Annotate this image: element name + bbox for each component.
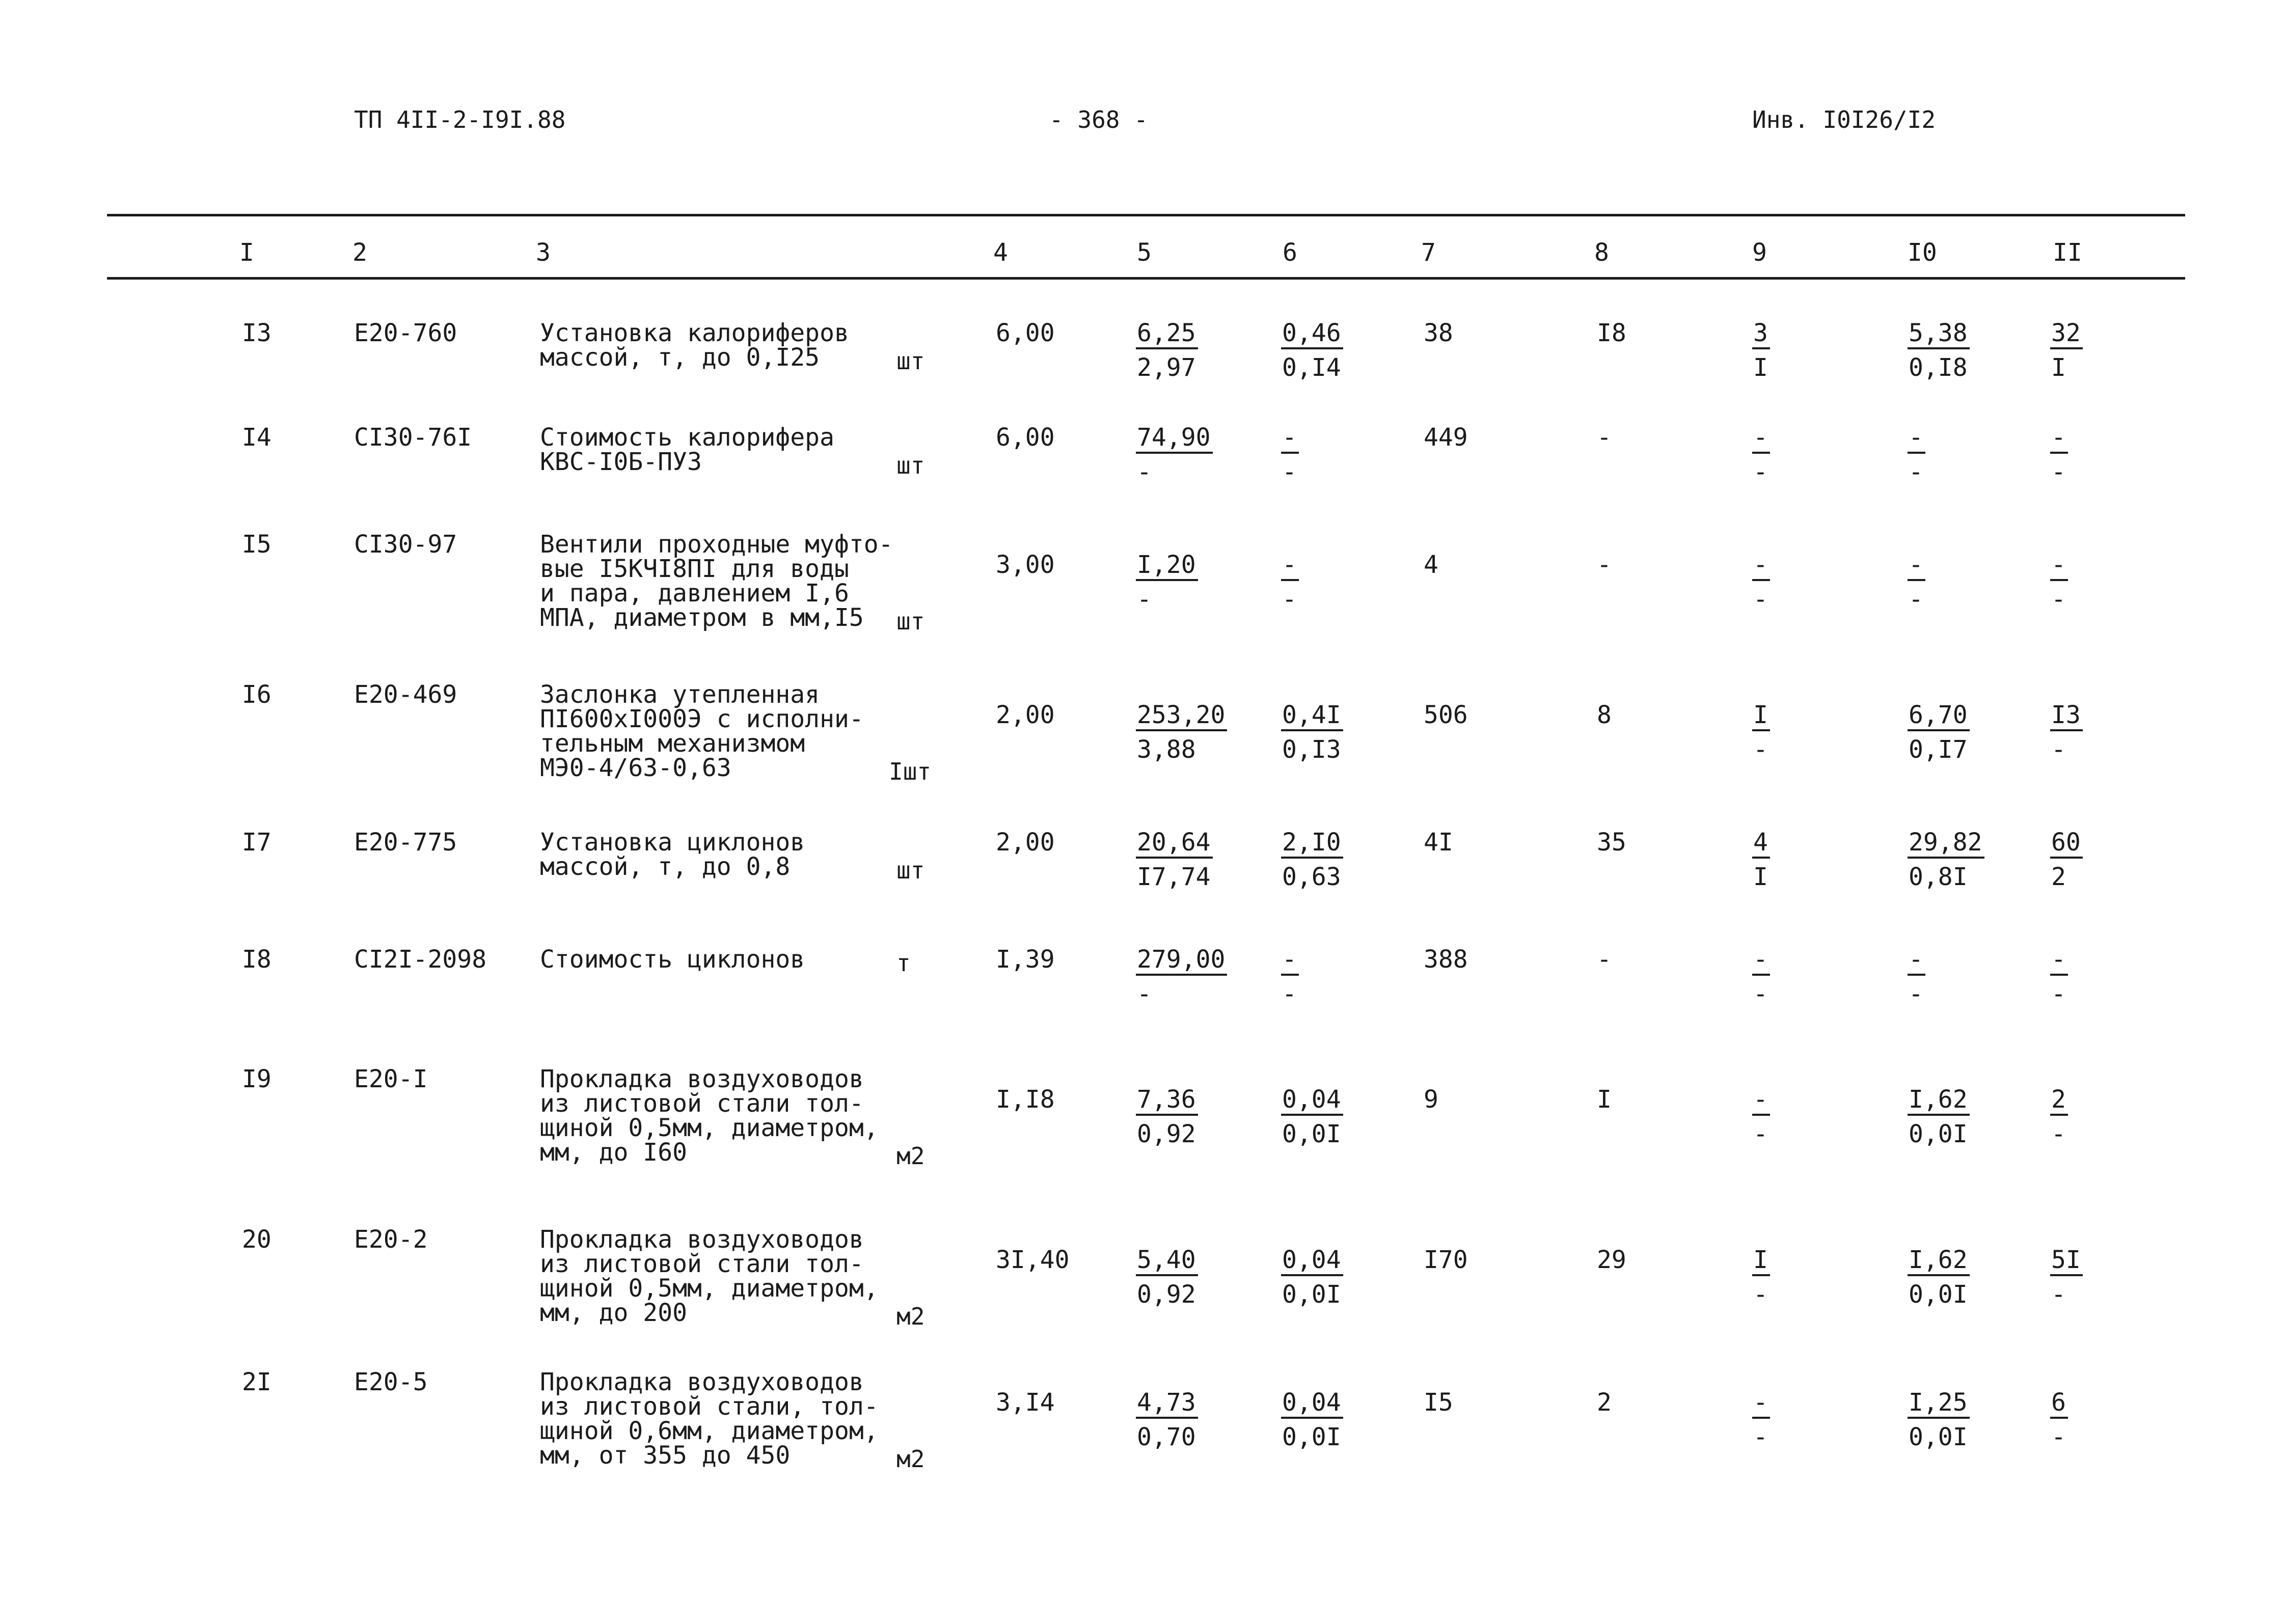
fraction-cell [1908, 1390, 1970, 1449]
fraction-denominator: - [1909, 585, 1923, 614]
fraction-cell [2050, 1248, 2083, 1307]
fraction-denominator: 0,92 [1137, 1120, 1196, 1148]
quantity: 3I,40 [996, 1246, 1070, 1274]
fraction-cell [1281, 947, 1299, 1006]
rate-code: СI30-76I [354, 423, 472, 452]
fraction-cell [1136, 1087, 1198, 1146]
fraction-denominator: I [1753, 353, 1768, 382]
fraction-numerator: 6 [2050, 1390, 2068, 1419]
fraction-numerator: - [2050, 947, 2068, 976]
labor-cost: 29 [1597, 1246, 1626, 1274]
fraction-numerator: - [2050, 553, 2068, 581]
quantity: 6,00 [996, 319, 1055, 347]
col-header: 8 [1594, 238, 1609, 267]
fraction-numerator: 74,90 [1136, 425, 1213, 454]
fraction-cell [2050, 703, 2083, 762]
fraction-numerator: 0,04 [1281, 1087, 1343, 1116]
work-description: Прокладка воздуховодов из листовой стали тол- щиной 0,5мм, диаметром, мм, до 200 [540, 1225, 879, 1327]
fraction-denominator: 0,92 [1137, 1280, 1196, 1309]
fraction-denominator: 0,I7 [1909, 735, 1968, 764]
unit-of-measure: м2 [896, 1142, 925, 1170]
fraction-denominator: 0,0I [1909, 1280, 1968, 1309]
rate-code: СI2I-2098 [354, 945, 487, 974]
col-header: 6 [1283, 238, 1297, 267]
fraction-cell [1136, 947, 1227, 1006]
fraction-cell [1752, 321, 1770, 380]
rate-code: Е20-2 [354, 1225, 428, 1254]
col-header: II [2053, 238, 2082, 267]
fraction-denominator: - [1282, 458, 1297, 486]
fraction-cell [1136, 830, 1213, 889]
fraction-denominator: - [1909, 458, 1923, 486]
fraction-denominator: - [1753, 1120, 1768, 1148]
total-cost: 449 [1424, 423, 1468, 452]
unit-of-measure: м2 [896, 1445, 925, 1473]
unit-of-measure: шт [896, 608, 925, 635]
work-description: Заслонка утепленная ПI600хI000Э с исполни- тельным механизмом МЭ0-4/63-0,63 [540, 680, 864, 782]
fraction-numerator: - [1908, 425, 1925, 454]
fraction-numerator: - [1908, 553, 1925, 581]
fraction-cell [1752, 703, 1770, 762]
fraction-numerator: 4 [1752, 830, 1770, 859]
fraction-denominator: I [1753, 863, 1768, 891]
fraction-numerator: I,25 [1908, 1390, 1970, 1419]
unit-of-measure: м2 [896, 1303, 925, 1330]
fraction-denominator: - [1137, 458, 1152, 486]
fraction-denominator: 0,70 [1137, 1423, 1196, 1451]
fraction-denominator: 0,0I [1909, 1423, 1968, 1451]
fraction-cell [1281, 830, 1343, 889]
col-header: 2 [352, 238, 367, 267]
quantity: 3,00 [996, 550, 1055, 579]
fraction-cell [1752, 1087, 1770, 1146]
fraction-numerator: I [1752, 703, 1770, 731]
col-header: 7 [1421, 238, 1436, 267]
row-number: I8 [242, 945, 271, 974]
fraction-cell [1908, 425, 1925, 484]
row-number: I7 [242, 828, 271, 857]
fraction-denominator: - [2051, 1280, 2066, 1309]
fraction-numerator: 279,00 [1136, 947, 1227, 976]
rate-code: Е20-469 [354, 680, 457, 709]
fraction-cell [1136, 703, 1227, 762]
fraction-numerator: - [1281, 553, 1299, 581]
doc-code: ТП 4II-2-I9I.88 [354, 106, 566, 133]
fraction-cell [1752, 1390, 1770, 1449]
total-cost: 38 [1424, 319, 1453, 347]
fraction-denominator: 0,63 [1282, 863, 1341, 891]
fraction-numerator: 0,04 [1281, 1390, 1343, 1419]
fraction-numerator: - [1752, 947, 1770, 976]
labor-cost: 8 [1597, 701, 1612, 729]
fraction-numerator: - [1281, 947, 1299, 976]
fraction-denominator: - [1282, 980, 1297, 1008]
fraction-numerator: - [1752, 1390, 1770, 1419]
fraction-numerator: - [2050, 425, 2068, 454]
rate-code: Е20-775 [354, 828, 457, 857]
fraction-denominator: - [2051, 735, 2066, 764]
fraction-denominator: - [1753, 735, 1768, 764]
unit-of-measure: т [896, 949, 911, 977]
fraction-numerator: 253,20 [1136, 703, 1227, 731]
work-description: Стоимость калорифера КВС-I0Б-ПУЗ [540, 423, 834, 476]
fraction-cell [1752, 830, 1770, 889]
fraction-denominator: - [2051, 1120, 2066, 1148]
fraction-denominator: 0,0I [1909, 1120, 1968, 1148]
fraction-cell [1136, 1248, 1198, 1307]
fraction-denominator: - [2051, 458, 2066, 486]
fraction-denominator: 2 [2051, 863, 2066, 891]
fraction-denominator: - [1137, 585, 1152, 614]
fraction-denominator: 2,97 [1137, 353, 1196, 382]
fraction-cell [1281, 703, 1343, 762]
fraction-numerator: I,62 [1908, 1087, 1970, 1116]
fraction-cell [1908, 830, 1984, 889]
fraction-cell [1281, 1390, 1343, 1449]
fraction-cell [1908, 321, 1970, 380]
fraction-numerator: I,62 [1908, 1248, 1970, 1276]
col-header: 9 [1752, 238, 1767, 267]
fraction-denominator: - [1753, 980, 1768, 1008]
fraction-denominator: - [1753, 1423, 1768, 1451]
labor-cost: - [1597, 423, 1612, 452]
row-number: I4 [242, 423, 271, 452]
fraction-denominator: 0,0I [1282, 1423, 1341, 1451]
fraction-denominator: 0,I8 [1909, 353, 1968, 382]
fraction-cell [1281, 1087, 1343, 1146]
fraction-cell [2050, 425, 2068, 484]
fraction-cell [1752, 425, 1770, 484]
labor-cost: 35 [1597, 828, 1626, 857]
total-cost: I5 [1424, 1388, 1453, 1417]
fraction-cell [1281, 1248, 1343, 1307]
rate-code: СI30-97 [354, 530, 457, 559]
quantity: 2,00 [996, 828, 1055, 857]
labor-cost: - [1597, 945, 1612, 974]
col-header: 5 [1137, 238, 1152, 267]
unit-of-measure: Iшт [889, 758, 932, 785]
col-header: I [239, 238, 254, 267]
fraction-numerator: 4,73 [1136, 1390, 1198, 1419]
row-number: I5 [242, 530, 271, 559]
fraction-numerator: 32 [2050, 321, 2083, 349]
total-cost: 4I [1424, 828, 1453, 857]
fraction-cell [1136, 425, 1213, 484]
fraction-numerator: 20,64 [1136, 830, 1213, 859]
fraction-numerator: I [1752, 1248, 1770, 1276]
fraction-denominator: I [2051, 353, 2066, 382]
rate-code: Е20-I [354, 1065, 428, 1093]
total-cost: 388 [1424, 945, 1468, 974]
fraction-numerator: 6,25 [1136, 321, 1198, 349]
rate-code: Е20-760 [354, 319, 457, 347]
fraction-denominator: - [2051, 980, 2066, 1008]
fraction-cell [1908, 703, 1970, 762]
fraction-denominator: - [1753, 585, 1768, 614]
fraction-numerator: - [1752, 425, 1770, 454]
fraction-denominator: - [2051, 1423, 2066, 1451]
page-number: - 368 - [1049, 106, 1148, 133]
table-top-rule [107, 214, 2185, 216]
fraction-numerator: - [1752, 553, 1770, 581]
row-number: 20 [242, 1225, 271, 1254]
fraction-numerator: - [1281, 425, 1299, 454]
fraction-numerator: 2 [2050, 1087, 2068, 1116]
fraction-cell [2050, 1087, 2068, 1146]
fraction-denominator: - [1909, 980, 1923, 1008]
total-cost: 4 [1424, 550, 1438, 579]
fraction-cell [1908, 1248, 1970, 1307]
fraction-cell [1908, 550, 1925, 614]
unit-of-measure: шт [896, 452, 925, 479]
fraction-denominator: - [1282, 585, 1297, 614]
fraction-cell [1752, 947, 1770, 1006]
fraction-numerator: 2,I0 [1281, 830, 1343, 859]
quantity: 6,00 [996, 423, 1055, 452]
work-description: Стоимость циклонов [540, 945, 805, 974]
fraction-denominator: - [2051, 585, 2066, 614]
fraction-numerator: 0,04 [1281, 1248, 1343, 1276]
fraction-cell [1908, 1087, 1970, 1146]
fraction-numerator: - [1908, 947, 1925, 976]
col-header: I0 [1908, 238, 1937, 267]
fraction-cell [1752, 550, 1770, 614]
fraction-cell [2050, 947, 2068, 1006]
quantity: 2,00 [996, 701, 1055, 729]
unit-of-measure: шт [896, 857, 925, 884]
work-description: Вентили проходные муфто- вые I5КЧI8ПI для воды и пара, давлением I,6 МПА, диаметром в мм,I5 [540, 530, 893, 632]
fraction-denominator: 0,8I [1909, 863, 1968, 891]
fraction-cell [1281, 550, 1299, 614]
fraction-cell [2050, 550, 2068, 614]
fraction-numerator: 5,40 [1136, 1248, 1198, 1276]
fraction-cell [2050, 321, 2083, 380]
labor-cost: - [1597, 550, 1612, 579]
quantity: 3,I4 [996, 1388, 1055, 1417]
fraction-denominator: 0,I4 [1282, 353, 1341, 382]
fraction-numerator: I3 [2050, 703, 2083, 731]
fraction-numerator: 3 [1752, 321, 1770, 349]
fraction-numerator: 6,70 [1908, 703, 1970, 731]
total-cost: I70 [1424, 1246, 1468, 1274]
labor-cost: I8 [1597, 319, 1626, 347]
fraction-numerator: - [1752, 1087, 1770, 1116]
fraction-denominator: - [1753, 1280, 1768, 1309]
work-description: Прокладка воздуховодов из листовой стали, тол- щиной 0,6мм, диаметром, мм, от 355 до 450 [540, 1368, 879, 1470]
fraction-denominator: 3,88 [1137, 735, 1196, 764]
fraction-denominator: I7,74 [1137, 863, 1211, 891]
row-number: I3 [242, 319, 271, 347]
quantity: I,39 [996, 945, 1055, 974]
fraction-numerator: 7,36 [1136, 1087, 1198, 1116]
fraction-numerator: 5,38 [1908, 321, 1970, 349]
fraction-cell [2050, 1390, 2068, 1449]
fraction-cell [1281, 425, 1299, 484]
work-description: Установка циклонов массой, т, до 0,8 [540, 828, 805, 881]
fraction-denominator: 0,0I [1282, 1120, 1341, 1148]
fraction-cell [1281, 321, 1343, 380]
row-number: I9 [242, 1065, 271, 1093]
fraction-numerator: 0,46 [1281, 321, 1343, 349]
work-description: Прокладка воздуховодов из листовой стали тол- щиной 0,5мм, диаметром, мм, до I60 [540, 1065, 879, 1167]
fraction-denominator: - [1753, 458, 1768, 486]
fraction-cell [2050, 830, 2083, 889]
fraction-numerator: 29,82 [1908, 830, 1984, 859]
fraction-cell [1136, 321, 1198, 380]
fraction-numerator: 5I [2050, 1248, 2083, 1276]
row-number: I6 [242, 680, 271, 709]
fraction-cell [1752, 1248, 1770, 1307]
fraction-numerator: I,20 [1136, 553, 1198, 581]
fraction-numerator: 0,4I [1281, 703, 1343, 731]
quantity: I,I8 [996, 1085, 1055, 1114]
fraction-numerator: 60 [2050, 830, 2083, 859]
table-header-rule [107, 277, 2185, 280]
labor-cost: 2 [1597, 1388, 1612, 1417]
total-cost: 506 [1424, 701, 1468, 729]
rate-code: Е20-5 [354, 1368, 428, 1396]
col-header: 4 [993, 238, 1008, 267]
work-description: Установка калориферов массой, т, до 0,I25 [540, 319, 849, 372]
inventory-number: Инв. I0I26/I2 [1752, 106, 1936, 133]
fraction-cell [1136, 550, 1198, 614]
labor-cost: I [1597, 1085, 1612, 1114]
fraction-denominator: 0,0I [1282, 1280, 1341, 1309]
row-number: 2I [242, 1368, 271, 1396]
fraction-denominator: - [1137, 980, 1152, 1008]
fraction-denominator: 0,I3 [1282, 735, 1341, 764]
fraction-cell [1136, 1390, 1198, 1449]
fraction-cell [1908, 947, 1925, 1006]
col-header: 3 [536, 238, 551, 267]
total-cost: 9 [1424, 1085, 1438, 1114]
unit-of-measure: шт [896, 347, 925, 375]
